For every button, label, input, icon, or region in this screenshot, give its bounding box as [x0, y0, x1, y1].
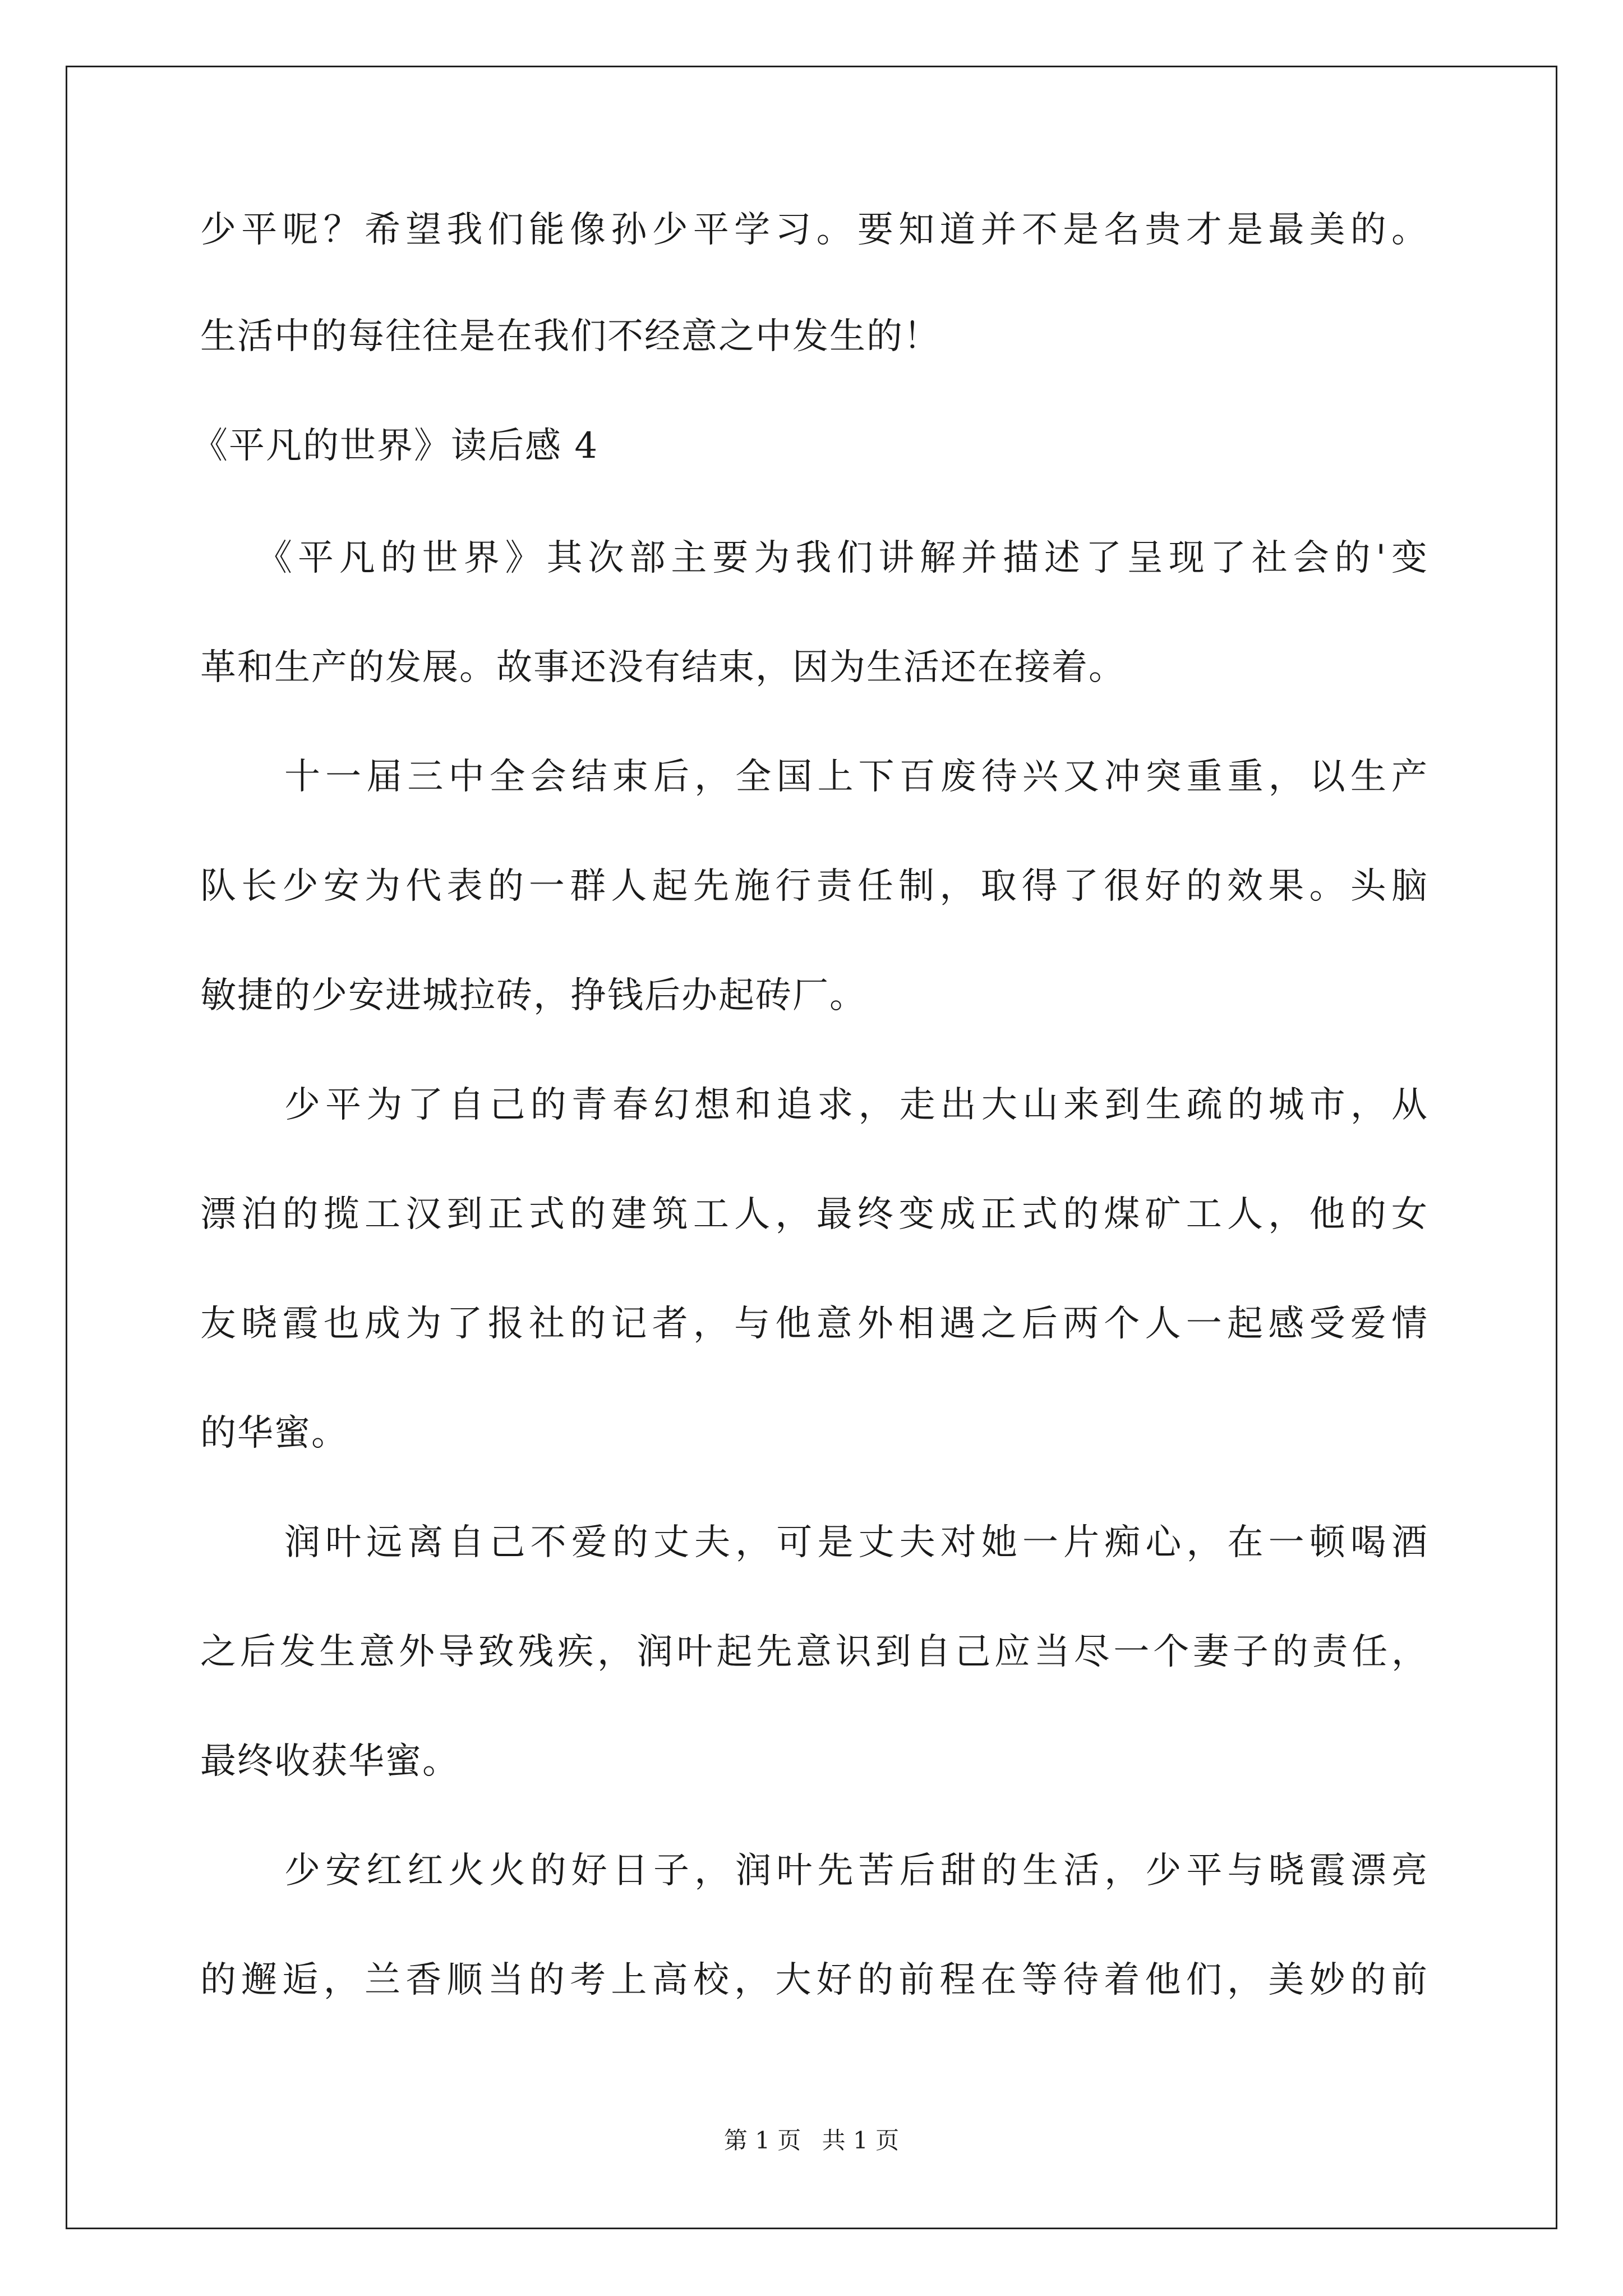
text-line: 少平呢？希望我们能像孙少平学习。要知道并不是名贵才是最美的。 — [200, 209, 1428, 251]
text-line: 的华蜜。 — [200, 1412, 348, 1454]
text-line: 润叶远离自己不爱的丈夫，可是丈夫对她一片痴心，在一顿喝酒 — [284, 1522, 1428, 1563]
text-line: 《平凡的世界》其次部主要为我们讲解并描述了呈现了社会的'变 — [256, 537, 1428, 579]
text-line: 十一届三中全会结束后，全国上下百废待兴又冲突重重，以生产 — [284, 756, 1428, 798]
text-line: 生活中的每往往是在我们不经意之中发生的！ — [200, 316, 940, 357]
text-line: 漂泊的揽工汉到正式的建筑工人，最终变成正式的煤矿工人，他的女 — [200, 1194, 1428, 1235]
text-line: 少平为了自己的青春幻想和追求，走出大山来到生疏的城市，从 — [284, 1084, 1428, 1126]
section-heading: 《平凡的世界》读后感 4 — [192, 425, 599, 467]
text-line: 少安红红火火的好日子，润叶先苦后甜的生活，少平与晓霞漂亮 — [284, 1850, 1428, 1892]
text-line: 革和生产的发展。故事还没有结束，因为生活还在接着。 — [200, 647, 1126, 688]
text-line: 最终收获华蜜。 — [200, 1741, 459, 1782]
page-number: 第 1 页 — [723, 2127, 801, 2154]
page-footer — [0, 2126, 1623, 2155]
text-line: 友晓霞也成为了报社的记者，与他意外相遇之后两个人一起感受爱情 — [200, 1303, 1428, 1345]
page-total: 共 1 页 — [822, 2127, 900, 2154]
text-line: 之后发生意外导致残疾，润叶起先意识到自己应当尽一个妻子的责任， — [200, 1631, 1428, 1673]
text-line: 敏捷的少安进城拉砖，挣钱后办起砖厂。 — [200, 975, 866, 1016]
text-line: 队长少安为代表的一群人起先施行责任制，取得了很好的效果。头脑 — [200, 866, 1428, 907]
page-border — [66, 66, 1557, 2229]
text-line: 的邂逅，兰香顺当的考上高校，大好的前程在等待着他们，美妙的前 — [200, 1959, 1428, 2001]
